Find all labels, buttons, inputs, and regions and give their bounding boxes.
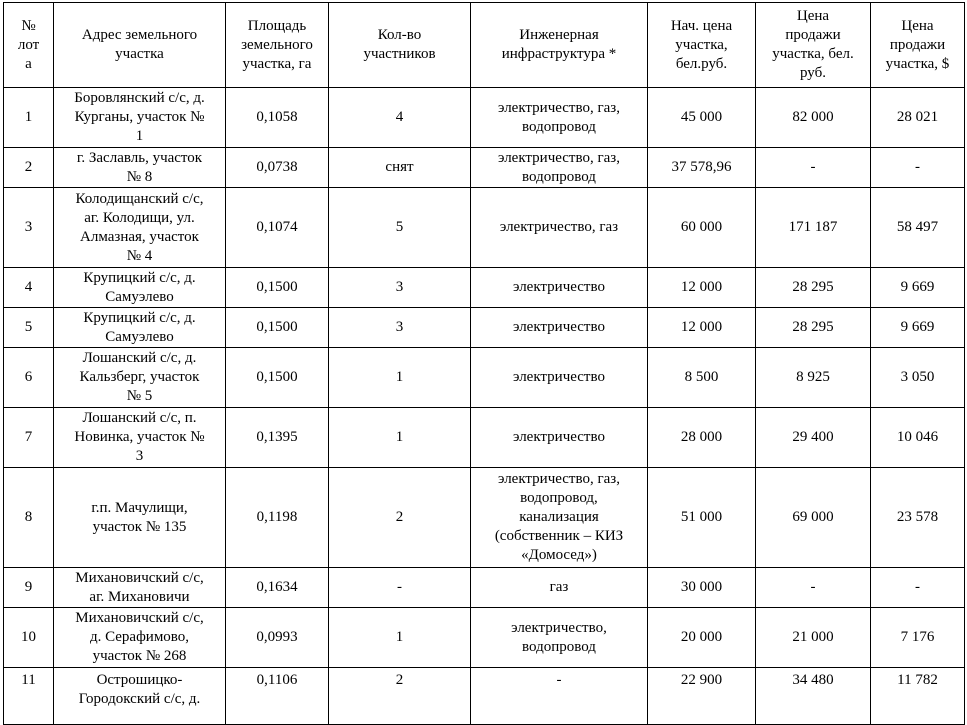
cell-start-price: 45 000 xyxy=(648,88,756,148)
cell-infrastructure: электричество, водопровод xyxy=(471,608,648,668)
table-row xyxy=(4,148,965,188)
cell-area: 0,1500 xyxy=(226,268,329,308)
cell-start-price: 51 000 xyxy=(648,468,756,568)
cell-participants: 3 xyxy=(329,268,471,308)
cell-lot-number: 10 xyxy=(4,608,54,668)
cell-participants: снят xyxy=(329,148,471,188)
cell-address: Острошицко- Городокский с/с, д. xyxy=(54,668,226,725)
cell-lot-number: 9 xyxy=(4,568,54,608)
cell-sale-price-byr: 34 480 xyxy=(756,668,871,725)
table-row xyxy=(4,88,965,148)
header-lot-number: № лот а xyxy=(4,3,54,88)
cell-sale-price-byr: 82 000 xyxy=(756,88,871,148)
cell-infrastructure: электричество xyxy=(471,408,648,468)
table-row xyxy=(4,268,965,308)
cell-participants: 1 xyxy=(329,408,471,468)
cell-sale-price-usd: 28 021 xyxy=(871,88,965,148)
table-row xyxy=(4,568,965,608)
cell-participants: - xyxy=(329,568,471,608)
cell-infrastructure: газ xyxy=(471,568,648,608)
cell-area: 0,1395 xyxy=(226,408,329,468)
cell-sale-price-byr: 28 295 xyxy=(756,308,871,348)
cell-start-price: 20 000 xyxy=(648,608,756,668)
cell-lot-number: 11 xyxy=(4,668,54,725)
cell-infrastructure: электричество, газ, водопровод xyxy=(471,88,648,148)
cell-sale-price-usd: 9 669 xyxy=(871,308,965,348)
cell-start-price: 37 578,96 xyxy=(648,148,756,188)
cell-infrastructure: электричество xyxy=(471,308,648,348)
cell-start-price: 12 000 xyxy=(648,308,756,348)
cell-sale-price-usd: 23 578 xyxy=(871,468,965,568)
header-sale-price-usd: Цена продажи участка, $ xyxy=(871,3,965,88)
cell-sale-price-usd: 7 176 xyxy=(871,608,965,668)
cell-infrastructure: электричество xyxy=(471,268,648,308)
header-participants: Кол-во участников xyxy=(329,3,471,88)
cell-participants: 1 xyxy=(329,348,471,408)
cell-address: Крупицкий с/с, д. Самуэлево xyxy=(54,268,226,308)
cell-sale-price-byr: - xyxy=(756,568,871,608)
cell-area: 0,1500 xyxy=(226,348,329,408)
cell-address: Михановичский с/с, д. Серафимово, участок № 268 xyxy=(54,608,226,668)
cell-sale-price-usd: 11 782 xyxy=(871,668,965,725)
table-row xyxy=(4,408,965,468)
cell-participants: 2 xyxy=(329,668,471,725)
cell-participants: 1 xyxy=(329,608,471,668)
cell-sale-price-byr: 21 000 xyxy=(756,608,871,668)
cell-infrastructure: электричество, газ xyxy=(471,188,648,268)
cell-lot-number: 8 xyxy=(4,468,54,568)
cell-start-price: 30 000 xyxy=(648,568,756,608)
cell-sale-price-byr: 171 187 xyxy=(756,188,871,268)
cell-sale-price-byr: - xyxy=(756,148,871,188)
cell-address: г. Заславль, участок № 8 xyxy=(54,148,226,188)
header-start-price: Нач. цена участка, бел.руб. xyxy=(648,3,756,88)
cell-start-price: 8 500 xyxy=(648,348,756,408)
cell-area: 0,1198 xyxy=(226,468,329,568)
cell-area: 0,1500 xyxy=(226,308,329,348)
cell-infrastructure: электричество xyxy=(471,348,648,408)
cell-infrastructure: электричество, газ, водопровод, канализация (собственник – КИЗ «Домосед») xyxy=(471,468,648,568)
cell-lot-number: 4 xyxy=(4,268,54,308)
cell-area: 0,1058 xyxy=(226,88,329,148)
cell-lot-number: 2 xyxy=(4,148,54,188)
header-sale-price-byr: Цена продажи участка, бел. руб. xyxy=(756,3,871,88)
cell-address: Лошанский с/с, п. Новинка, участок № 3 xyxy=(54,408,226,468)
cell-area: 0,0738 xyxy=(226,148,329,188)
header-address: Адрес земельного участка xyxy=(54,3,226,88)
cell-address: Колодищанский с/с, аг. Колодищи, ул. Алмазная, участок № 4 xyxy=(54,188,226,268)
cell-infrastructure: - xyxy=(471,668,648,725)
header-infrastructure: Инженерная инфраструктура * xyxy=(471,3,648,88)
cell-sale-price-usd: 58 497 xyxy=(871,188,965,268)
table-row xyxy=(4,308,965,348)
land-auction-table xyxy=(3,2,965,725)
cell-sale-price-byr: 69 000 xyxy=(756,468,871,568)
cell-sale-price-byr: 8 925 xyxy=(756,348,871,408)
cell-sale-price-byr: 28 295 xyxy=(756,268,871,308)
cell-address: Лошанский с/с, д. Кальзберг, участок № 5 xyxy=(54,348,226,408)
cell-area: 0,1106 xyxy=(226,668,329,725)
table-row xyxy=(4,468,965,568)
cell-infrastructure: электричество, газ, водопровод xyxy=(471,148,648,188)
cell-sale-price-usd: - xyxy=(871,148,965,188)
cell-area: 0,1074 xyxy=(226,188,329,268)
header-area: Площадь земельного участка, га xyxy=(226,3,329,88)
cell-sale-price-usd: 10 046 xyxy=(871,408,965,468)
cell-start-price: 28 000 xyxy=(648,408,756,468)
cell-lot-number: 7 xyxy=(4,408,54,468)
cell-start-price: 22 900 xyxy=(648,668,756,725)
cell-participants: 3 xyxy=(329,308,471,348)
cell-participants: 2 xyxy=(329,468,471,568)
cell-sale-price-byr: 29 400 xyxy=(756,408,871,468)
table-row xyxy=(4,608,965,668)
cell-sale-price-usd: 9 669 xyxy=(871,268,965,308)
cell-lot-number: 6 xyxy=(4,348,54,408)
cell-start-price: 60 000 xyxy=(648,188,756,268)
cell-lot-number: 3 xyxy=(4,188,54,268)
cell-start-price: 12 000 xyxy=(648,268,756,308)
header-row xyxy=(4,3,965,88)
cell-area: 0,1634 xyxy=(226,568,329,608)
table-row xyxy=(4,668,965,725)
table-row xyxy=(4,348,965,408)
cell-participants: 4 xyxy=(329,88,471,148)
cell-address: Михановичский с/с, аг. Михановичи xyxy=(54,568,226,608)
cell-lot-number: 1 xyxy=(4,88,54,148)
cell-sale-price-usd: 3 050 xyxy=(871,348,965,408)
table-row xyxy=(4,188,965,268)
cell-area: 0,0993 xyxy=(226,608,329,668)
cell-sale-price-usd: - xyxy=(871,568,965,608)
cell-participants: 5 xyxy=(329,188,471,268)
cell-address: Боровлянский с/с, д. Курганы, участок № 1 xyxy=(54,88,226,148)
cell-address: г.п. Мачулищи, участок № 135 xyxy=(54,468,226,568)
cell-lot-number: 5 xyxy=(4,308,54,348)
cell-address: Крупицкий с/с, д. Самуэлево xyxy=(54,308,226,348)
